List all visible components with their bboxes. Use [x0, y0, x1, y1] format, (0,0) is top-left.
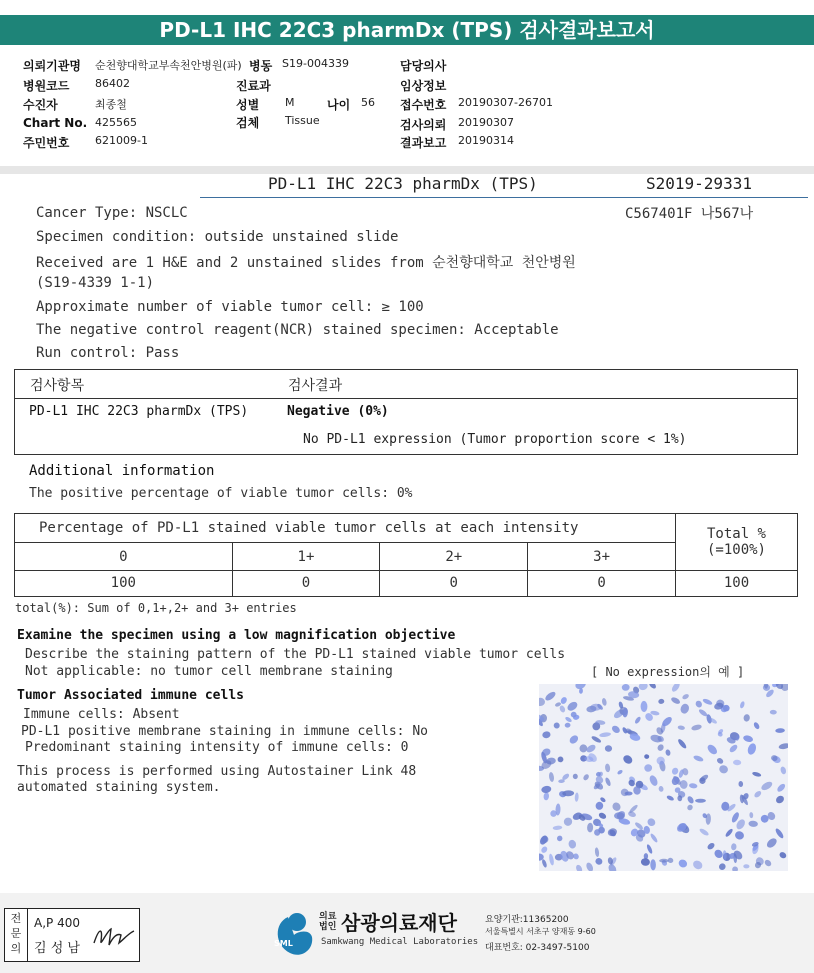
nucleus [776, 782, 787, 793]
nucleus [541, 785, 552, 794]
nucleus [646, 817, 657, 828]
total-header [676, 514, 798, 571]
age-label: 나이 [327, 98, 351, 112]
specimen-value: Tissue [285, 114, 320, 127]
result-col-result: 검사결과 [288, 378, 343, 394]
nucleus [734, 830, 745, 841]
sml-logo-icon [268, 905, 318, 960]
request-label: 검사의뢰 [400, 118, 447, 132]
nucleus [666, 795, 675, 802]
nucleus [760, 780, 774, 792]
id-label: 주민번호 [23, 136, 70, 150]
request-value: 20190307 [458, 116, 514, 129]
nucleus [706, 743, 719, 756]
age-value: 56 [361, 96, 375, 109]
ward-value: S19-004339 [282, 57, 349, 70]
nucleus [575, 864, 583, 871]
sign-name: 김 성 남 [34, 941, 80, 956]
logo-abbrev: SML [274, 939, 293, 948]
nucleus [743, 864, 749, 868]
nucleus [753, 790, 762, 799]
nucleus [573, 774, 578, 780]
nucleus [648, 684, 657, 690]
receipt-value: 20190307-26701 [458, 96, 553, 109]
nucleus [681, 693, 689, 700]
nucleus [679, 703, 690, 715]
report-line: Received are 1 H&E and 2 unstained slides from 순천향대학교 천안병원 [36, 255, 576, 271]
nucleus [778, 851, 787, 860]
examine-line: Describe the staining pattern of the PD-L1 stained viable tumor cells [25, 647, 566, 662]
patient-value: 최종철 [95, 98, 127, 111]
report-line: The negative control reagent(NCR) stained specimen: Acceptable [36, 322, 559, 338]
nucleus [659, 859, 668, 863]
org-english: Samkwang Medical Laboratories [321, 937, 479, 947]
nucleus [650, 859, 656, 870]
nucleus [568, 839, 577, 849]
org-name: 삼광의료재단 [341, 911, 457, 935]
nucleus [644, 754, 649, 759]
nucleus [541, 859, 548, 868]
nucleus [568, 734, 580, 745]
dept-label: 진료과 [236, 79, 271, 93]
nucleus [649, 833, 658, 844]
nucleus [594, 857, 603, 866]
nucleus [605, 745, 612, 752]
sex-value: M [285, 96, 295, 109]
doctor-label: 담당의사 [400, 59, 447, 73]
nucleus [743, 714, 750, 722]
result-table-divider [15, 398, 797, 399]
nucleus [559, 705, 566, 714]
nucleus [752, 771, 762, 777]
nucleus [691, 859, 704, 871]
nucleus [540, 845, 548, 854]
org-info-phone: 대표번호: 02-3497-5100 [485, 943, 590, 953]
nucleus [693, 754, 704, 762]
ward-label: 병동 [249, 59, 273, 73]
report-line: Run control: Pass [36, 345, 180, 361]
nucleus [677, 738, 688, 750]
total-value-cell: 100 [676, 570, 798, 596]
level-cell: 1+ [232, 543, 380, 570]
result-item: PD-L1 IHC 22C3 pharmDx (TPS) [29, 404, 249, 419]
nucleus [587, 823, 593, 833]
institution-label: 의뢰기관명 [23, 59, 81, 73]
nucleus [716, 757, 724, 765]
nucleus [718, 764, 729, 774]
report-date-value: 20190314 [458, 134, 514, 147]
nucleus [622, 684, 630, 691]
nucleus [648, 774, 659, 787]
chart-label: Chart No. [23, 116, 88, 130]
report-date-label: 결과보고 [400, 136, 447, 150]
nucleus [542, 731, 551, 739]
nucleus [539, 698, 545, 707]
nucleus [774, 827, 785, 839]
image-caption: [ No expression의 예 ] [591, 665, 745, 679]
nucleus [753, 721, 761, 730]
nucleus [749, 812, 753, 818]
nucleus [582, 773, 590, 781]
nucleus [671, 767, 679, 776]
clinical-label: 임상정보 [400, 79, 447, 93]
nucleus [585, 862, 594, 871]
report-test-name: PD-L1 IHC 22C3 pharmDx (TPS) [268, 174, 538, 193]
nucleus [644, 764, 652, 772]
nucleus [617, 769, 624, 775]
nucleus [739, 701, 745, 709]
additional-title: Additional information [29, 463, 215, 479]
nucleus [677, 858, 688, 869]
nucleus [607, 827, 618, 837]
chart-value: 425565 [95, 116, 137, 129]
report-line: Approximate number of viable tumor cell: ≥ 100 [36, 299, 424, 315]
nucleus [544, 690, 557, 702]
nucleus [638, 684, 649, 691]
result-col-item: 검사항목 [30, 378, 85, 394]
sign-label-cell [5, 909, 28, 961]
result-value: Negative (0%) [287, 404, 389, 419]
nucleus [604, 777, 611, 787]
nucleus [641, 858, 651, 866]
total-header-line1: Total % [706, 525, 766, 542]
nucleus [694, 700, 703, 709]
examine-title: Examine the specimen using a low magnification objective [17, 628, 456, 643]
hospital-code-label: 병원코드 [23, 79, 70, 93]
nucleus [748, 820, 758, 827]
process-line: automated staining system. [17, 780, 221, 795]
stained-tissue-picture [539, 684, 788, 871]
specimen-label: 검체 [236, 116, 260, 130]
value-cell: 0 [528, 570, 676, 596]
nucleus [763, 859, 772, 868]
level-cell: 2+ [380, 543, 528, 570]
nucleus [670, 696, 681, 705]
report-number: S2019-29331 [646, 174, 752, 193]
signature-box [4, 908, 140, 962]
nucleus [733, 760, 741, 766]
nucleus [724, 828, 733, 838]
level-cell: 0 [15, 543, 233, 570]
nucleus [670, 684, 681, 693]
nucleus [706, 842, 715, 851]
nucleus [765, 837, 778, 850]
result-table [14, 369, 798, 455]
nucleus [620, 788, 629, 797]
nucleus [594, 847, 599, 857]
nucleus [746, 742, 757, 756]
nucleus [665, 749, 671, 756]
patient-label: 수진자 [23, 98, 58, 112]
additional-text: The positive percentage of viable tumor cells: 0% [29, 486, 413, 501]
report-line: Specimen condition: outside unstained slide [36, 229, 399, 245]
nucleus [543, 792, 549, 801]
report-line: Cancer Type: NSCLC [36, 205, 188, 221]
value-cell: 100 [15, 570, 233, 596]
nucleus [742, 734, 753, 743]
corp-label-2: 법인 [319, 922, 337, 932]
org-info-code: 요양기관:11365200 [485, 915, 569, 925]
handwritten-signature [91, 923, 137, 951]
nucleus [775, 728, 785, 733]
org-info-address: 서울특별시 서초구 양재동 9-60 [485, 927, 596, 936]
nucleus [574, 792, 578, 801]
sign-vertical-label: 전문의 [10, 912, 22, 955]
microscopy-image [539, 684, 788, 871]
nucleus [611, 801, 622, 813]
immune-line: PD-L1 positive membrane staining in immune cells: No [21, 724, 428, 739]
nucleus [599, 732, 611, 738]
nucleus [622, 753, 634, 765]
nucleus [641, 701, 648, 712]
nucleus [605, 763, 611, 772]
nucleus [601, 698, 607, 707]
nucleus [556, 835, 563, 842]
nucleus [646, 844, 654, 855]
nucleus [611, 724, 622, 734]
nucleus [738, 781, 743, 787]
process-line: This process is performed using Autostainer Link 48 [17, 764, 417, 779]
id-value: 621009-1 [95, 134, 148, 147]
level-cell: 3+ [528, 543, 676, 570]
nucleus [686, 795, 695, 804]
nucleus [679, 780, 688, 790]
nucleus [548, 853, 554, 865]
nucleus [557, 756, 564, 763]
org-logo [268, 905, 318, 960]
nucleus [686, 804, 694, 812]
nucleus [656, 743, 664, 752]
nucleus [563, 816, 574, 827]
nucleus [732, 866, 739, 871]
corp-label-1: 의료 [319, 912, 337, 922]
immune-line: Immune cells: Absent [23, 707, 180, 722]
nucleus [554, 722, 560, 728]
nucleus [564, 716, 572, 723]
report-line: (S19-4339 1-1) [36, 275, 155, 291]
report-code: C567401F 나567나 [625, 206, 754, 222]
nucleus [548, 772, 554, 782]
nucleus [695, 799, 706, 803]
receipt-label: 접수번호 [400, 98, 447, 112]
corp-label [319, 912, 336, 932]
result-detail: No PD-L1 expression (Tumor proportion score < 1%) [303, 432, 687, 447]
value-cell: 0 [380, 570, 528, 596]
nucleus [553, 825, 563, 830]
nucleus [579, 744, 588, 753]
hospital-code-value: 86402 [95, 77, 130, 90]
nucleus [718, 862, 727, 871]
sign-line1: A,P 400 [34, 916, 80, 930]
nucleus [677, 725, 685, 730]
sex-label: 성별 [236, 98, 260, 112]
page-title: PD-L1 IHC 22C3 pharmDx (TPS) 검사결과보고서 [159, 18, 655, 42]
institution-value: 순천향대학교부속천안병원(파) [95, 59, 242, 72]
header-divider [0, 166, 814, 174]
nucleus [780, 766, 787, 775]
nucleus [658, 699, 665, 705]
intensity-table [14, 513, 798, 597]
nucleus [565, 723, 571, 728]
nucleus [713, 848, 725, 860]
nucleus [691, 724, 703, 732]
nucleus [598, 812, 607, 821]
nucleus [658, 786, 664, 793]
nucleus [770, 710, 777, 715]
nucleus [775, 794, 786, 805]
nucleus [595, 801, 605, 811]
nucleus [689, 783, 698, 789]
report-title-bar [0, 15, 814, 45]
nucleus [778, 742, 788, 750]
examine-line: Not applicable: no tumor cell membrane staining [25, 664, 393, 679]
total-header-line2: (=100%) [706, 541, 766, 558]
nucleus [731, 843, 737, 850]
nucleus [702, 698, 713, 706]
nucleus [566, 700, 579, 712]
immune-line: Predominant staining intensity of immune cells: 0 [25, 740, 409, 755]
value-cell: 0 [232, 570, 380, 596]
nucleus [728, 743, 738, 753]
intensity-table-header: Percentage of PD-L1 stained viable tumor cells at each intensity [15, 514, 676, 543]
nucleus [699, 827, 710, 836]
report-title-underline [200, 197, 808, 198]
immune-title: Tumor Associated immune cells [17, 688, 244, 703]
nucleus [634, 716, 642, 725]
total-note: total(%): Sum of 0,1+,2+ and 3+ entries [15, 601, 297, 615]
